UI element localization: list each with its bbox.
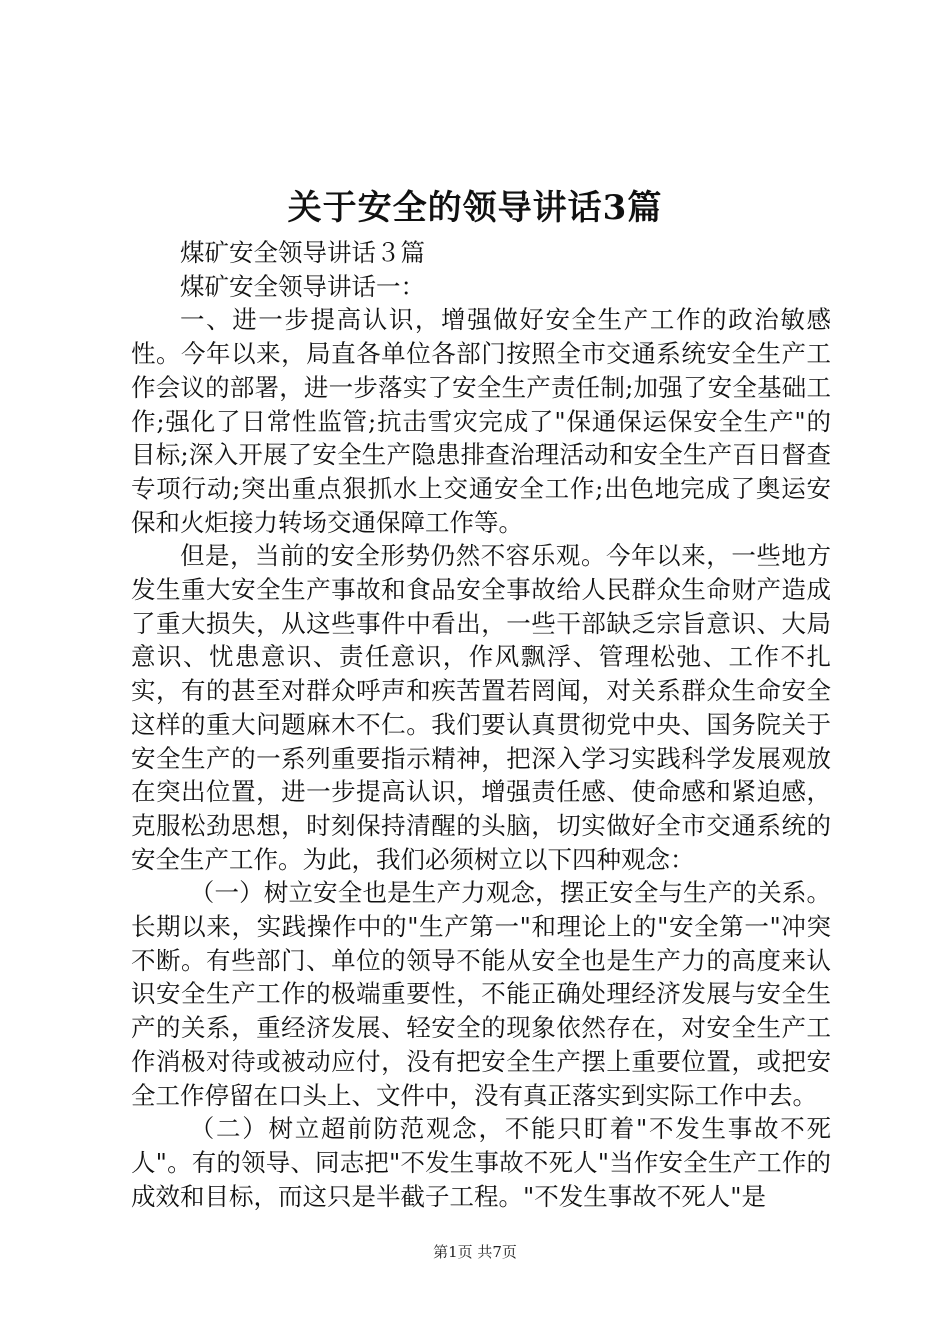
document-body — [131, 236, 831, 1213]
page-title: 关于安全的领导讲话3篇 — [287, 188, 663, 228]
body-paragraph: 一、进一步提高认识，增强做好安全生产工作的政治敏感性。今年以来，局直各单位各部门按照全市交通系统安全生产工作会议的部署，进一步落实了安全生产责任制;加强了安全基础工作;强化了日常性监管;抗击雪灾完成了"保通保运保安全生产"的目标;深入开展了安全生产隐患排查治理活动和安全生产百日督查专项行动;突出重点狠抓水上交通安全工作;出色地完成了奥运安保和火炬接力转场交通保障工作等。 — [131, 305, 831, 537]
body-paragraph: （一）树立安全也是生产力观念，摆正安全与生产的关系。长期以来，实践操作中的"生产第一"和理论上的"安全第一"冲突不断。有些部门、单位的领导不能从安全也是生产力的高度来认识安全生产工作的极端重要性，不能正确处理经济发展与安全生产的关系，重经济发展、轻安全的现象依然存在，对安全生产工作消极对待或被动应付，没有把安全生产摆上重要位置，或把安全工作停留在口头上、文件中，没有真正落实到实际工作中去。 — [131, 878, 831, 1110]
body-paragraph: 但是，当前的安全形势仍然不容乐观。今年以来，一些地方发生重大安全生产事故和食品安全事故给人民群众生命财产造成了重大损失，从这些事件中看出，一些干部缺乏宗旨意识、大局意识、忧患意识、责任意识，作风飘浮、管理松弛、工作不扎实，有的甚至对群众呼声和疾苦置若罔闻，对关系群众生命安全这样的重大问题麻木不仁。我们要认真贯彻党中央、国务院关于安全生产的一系列重要指示精神，把深入学习实践科学发展观放在突出位置，进一步提高认识，增强责任感、使命感和紧迫感，克服松劲思想，时刻保持清醒的头脑，切实做好全市交通系统的安全生产工作。为此，我们必须树立以下四种观念： — [131, 541, 831, 874]
subtitle-paragraph: 煤矿安全领导讲话３篇 — [180, 238, 425, 267]
page-number-footer: 第1页 共7页 — [433, 1243, 517, 1261]
section-heading-paragraph: 煤矿安全领导讲话一： — [180, 271, 425, 301]
body-paragraph: （二）树立超前防范观念，不能只盯着"不发生事故不死人"。有的领导、同志把"不发生事故不死人"当作安全生产工作的成效和目标，而这只是半截子工程。"不发生事故不死人"是 — [131, 1114, 831, 1211]
